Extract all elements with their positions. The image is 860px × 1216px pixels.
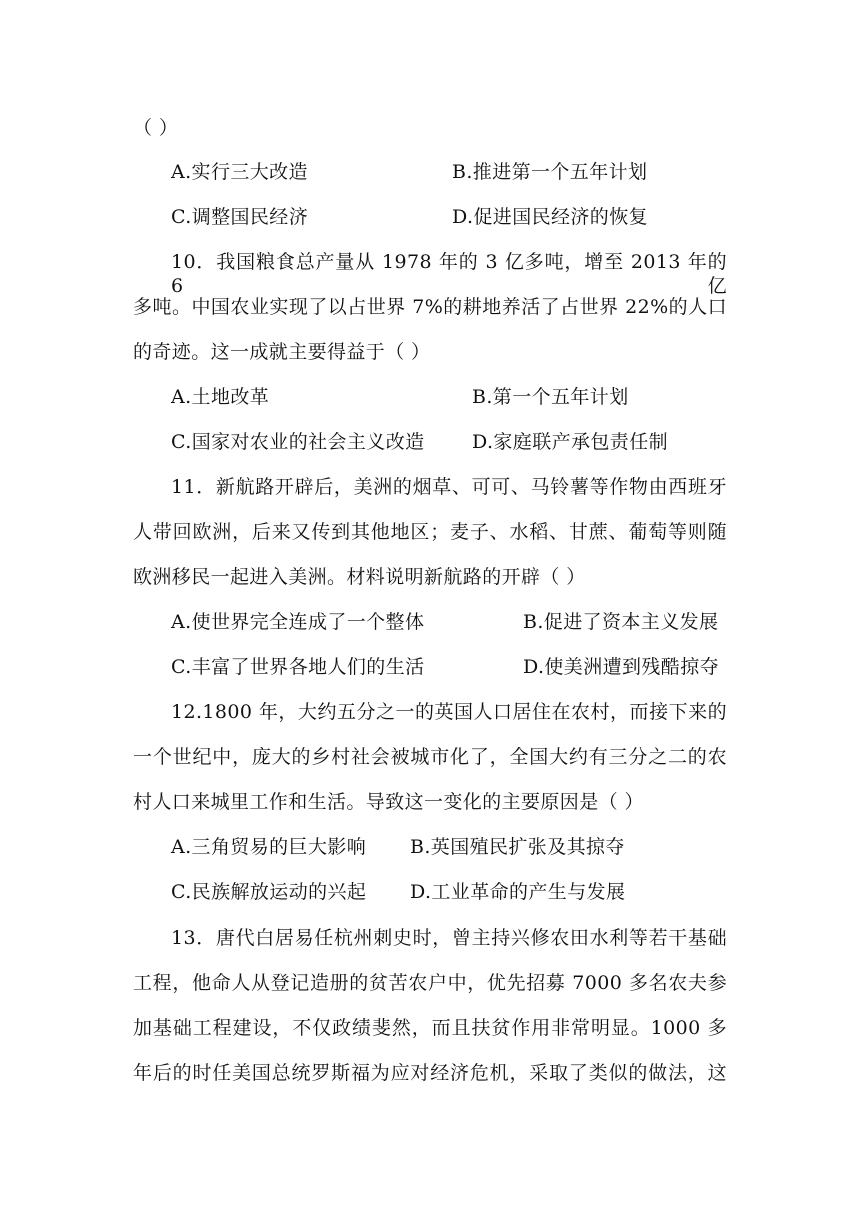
q13-line-1: 13．唐代白居易任杭州刺史时，曾主持兴修农田水利等若干基础: [171, 927, 727, 949]
q12-option-a: A.三角贸易的巨大影响: [171, 836, 367, 858]
q11-line-2: 人带回欧洲，后来又传到其他地区；麦子、水稻、甘蔗、葡萄等则随: [133, 521, 727, 543]
q10-option-d: D.家庭联产承包责任制: [472, 431, 668, 453]
q11-line-1: 11．新航路开辟后，美洲的烟草、可可、马铃薯等作物由西班牙: [171, 476, 727, 498]
q9-option-d: D.促进国民经济的恢复: [452, 206, 648, 228]
q10-option-a: A.土地改革: [171, 386, 270, 408]
q12-line-1: 12.1800 年，大约五分之一的英国人口居住在农村，而接下来的: [171, 701, 727, 723]
q9-option-c: C.调整国民经济: [171, 206, 309, 228]
q12-option-d: D.工业革命的产生与发展: [410, 881, 626, 903]
q10-option-c: C.国家对农业的社会主义改造: [171, 431, 425, 453]
q11-line-3: 欧洲移民一起进入美洲。材料说明新航路的开辟（ ）: [133, 566, 586, 588]
q13-line-3: 加基础工程建设，不仅政绩斐然，而且扶贫作用非常明显。1000 多: [133, 1017, 727, 1039]
q12-option-c: C.民族解放运动的兴起: [171, 881, 367, 903]
q10-option-b: B.第一个五年计划: [472, 386, 629, 408]
q10-line-3: 的奇迹。这一成就主要得益于（ ）: [133, 341, 431, 363]
q11-option-d: D.使美洲遭到残酷掠夺: [523, 656, 719, 678]
q10-line-2: 多吨。中国农业实现了以占世界 7%的耕地养活了占世界 22%的人口: [133, 296, 727, 318]
q11-option-b: B.促进了资本主义发展: [523, 611, 719, 633]
q11-option-a: A.使世界完全连成了一个整体: [171, 611, 425, 633]
q9-option-b: B.推进第一个五年计划: [452, 161, 648, 183]
q12-option-b: B.英国殖民扩张及其掠夺: [410, 836, 625, 858]
q9-stem-end: （ ）: [133, 117, 179, 139]
q13-line-4: 年后的时任美国总统罗斯福为应对经济危机，采取了类似的做法，这: [133, 1062, 727, 1084]
q9-option-a: A.实行三大改造: [171, 161, 308, 183]
q10-line-1: 10．我国粮食总产量从 1978 年的 3 亿多吨，增至 2013 年的 6 亿: [171, 251, 727, 297]
q11-option-c: C.丰富了世界各地人们的生活: [171, 656, 425, 678]
q12-line-3: 村人口来城里工作和生活。导致这一变化的主要原因是（ ）: [133, 791, 644, 813]
q12-line-2: 一个世纪中，庞大的乡村社会被城市化了，全国大约有三分之二的农: [133, 746, 727, 768]
q13-line-2: 工程，他命人从登记造册的贫苦农户中，优先招募 7000 多名农夫参: [133, 972, 727, 994]
